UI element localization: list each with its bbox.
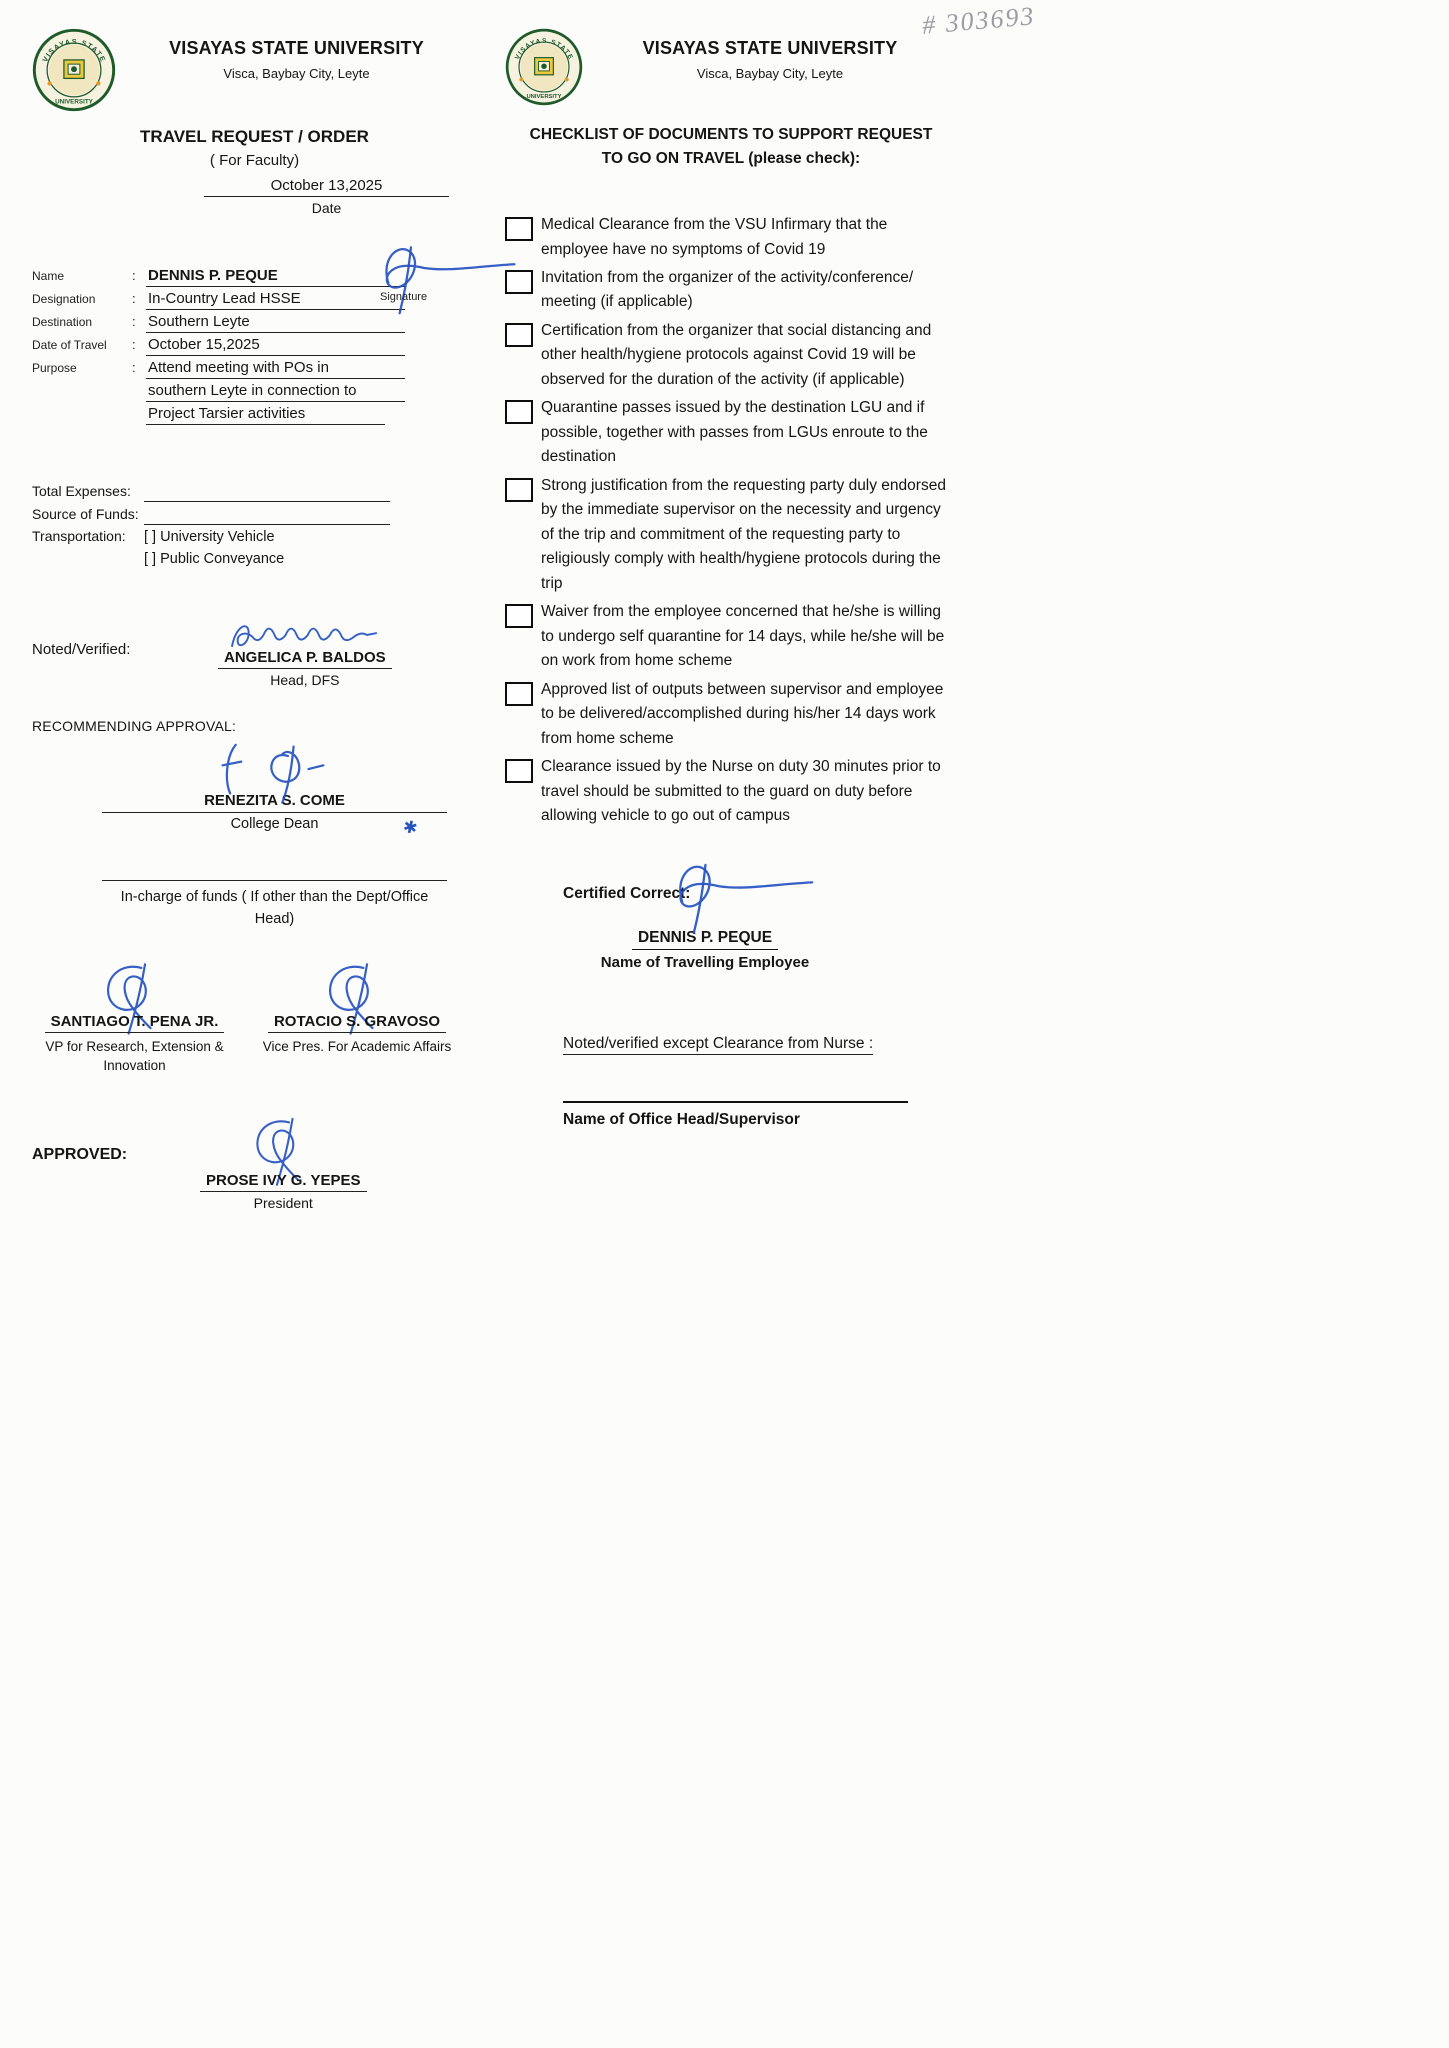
field-row-purpose-cont <box>32 379 477 402</box>
field-value-date-of-travel: October 15,2025 <box>146 336 405 356</box>
checklist-item-text: Certification from the organizer that social distancing and other health/hygiene protocols against Covid 19 will be observed for the duration of the activity (if applicable) <box>541 321 932 388</box>
field-row-purpose-cont <box>32 402 477 425</box>
checkbox[interactable] <box>505 478 533 502</box>
noted-verified-section <box>32 611 477 688</box>
checklist-item-waiver <box>505 600 957 673</box>
transportation-row2 <box>32 547 477 569</box>
recommending-signatory-name: RENEZITA S. COME <box>204 792 345 809</box>
recommending-signatory-title: College Dean <box>230 816 319 832</box>
field-colon: : <box>132 337 136 352</box>
approved-signatory-name: PROSE IVY G. YEPES <box>200 1172 367 1192</box>
checklist-item-quarantine-passes <box>505 396 957 469</box>
university-name: VISAYAS STATE UNIVERSITY <box>642 38 898 58</box>
svg-text:VISAYAS STATE: VISAYAS STATE <box>41 37 108 64</box>
university-address: Visca, Baybay City, Leyte <box>223 66 370 81</box>
signatory-rotacio-gravoso <box>237 957 477 1076</box>
university-name: VISAYAS STATE UNIVERSITY <box>169 38 424 58</box>
right-header <box>505 28 957 111</box>
checklist-title-line1: CHECKLIST OF DOCUMENTS TO SUPPORT REQUEST <box>529 126 933 143</box>
form-subtitle: ( For Faculty) <box>209 152 300 169</box>
checklist-item-approved-outputs <box>505 678 957 751</box>
form-title: TRAVEL REQUEST / ORDER <box>140 127 369 146</box>
field-row-date-of-travel <box>32 333 477 356</box>
checklist-item-invitation <box>505 266 957 315</box>
checklist <box>505 213 957 829</box>
left-header <box>32 28 477 117</box>
signature-dennis-peque <box>362 234 522 324</box>
signatory-santiago-pena <box>32 957 237 1076</box>
handwritten-document-number: # 303693 <box>920 1 1037 40</box>
ink-mark: ✱ <box>401 816 419 839</box>
approved-label: APPROVED: <box>32 1145 128 1163</box>
field-colon: : <box>132 314 136 329</box>
checklist-title-line2: TO GO ON TRAVEL (please check): <box>601 150 861 168</box>
checklist-item-medical-clearance <box>505 213 957 262</box>
noted-except-nurse-line <box>563 1035 957 1053</box>
source-of-funds-blank <box>144 506 390 525</box>
checklist-item-text: Medical Clearance from the VSU Infirmary that the employee have no symptoms of Covid 19 <box>541 216 888 258</box>
svg-text:UNIVERSITY: UNIVERSITY <box>526 94 562 101</box>
checklist-item-text: Approved list of outputs between supervisor and employee to be delivered/accomplished during his/her 14 days work from home scheme <box>541 680 944 747</box>
signature-dennis-peque-certified <box>655 851 820 944</box>
total-expenses-blank <box>144 483 390 502</box>
checkbox[interactable] <box>505 604 533 628</box>
checklist-item-text: Waiver from the employee concerned that he/she is willing to undergo self quarantine for 14 days, while he/she will be on work from home scheme <box>541 603 945 670</box>
field-value-purpose-line3: Project Tarsier activities <box>146 405 385 425</box>
recommending-approval-label: RECOMMENDING APPROVAL: <box>32 718 237 734</box>
checklist-item-text: Invitation from the organizer of the activity/conference/ meeting (if applicable) <box>541 269 914 311</box>
transport-option-public-conveyance: [ ] Public Conveyance <box>144 551 285 567</box>
noted-verified-label: Noted/Verified: <box>32 641 131 658</box>
checkbox[interactable] <box>505 759 533 783</box>
approved-signatory-block <box>200 1112 367 1211</box>
checklist-item-text: Strong justification from the requesting party duly endorsed by the immediate supervisor on the necessity and urgency of the trip and commitment of the requesting party to religiously comply with health/hygiene protocols during the trip <box>541 476 946 592</box>
recommending-approval-section <box>32 718 477 839</box>
checklist-title <box>505 123 957 171</box>
source-of-funds-row <box>32 502 477 525</box>
transportation-label: Transportation: <box>32 528 126 544</box>
checklist-item-nurse-clearance <box>505 755 957 828</box>
source-of-funds-label: Source of Funds: <box>32 506 139 522</box>
vsu-seal-icon <box>505 28 583 106</box>
field-colon: : <box>132 268 136 283</box>
incharge-blank-line <box>102 880 447 881</box>
signatory2-name: ROTACIO S. GRAVOSO <box>268 1013 446 1033</box>
signatory1-title: VP for Research, Extension & Innovation <box>45 1038 224 1074</box>
approved-signatory-title: President <box>253 1194 313 1211</box>
field-label: Destination <box>32 315 93 329</box>
certified-correct-section <box>505 885 957 971</box>
date-value: October 13,2025 <box>204 177 449 197</box>
total-expenses-row <box>32 479 477 502</box>
left-header-text <box>116 28 477 81</box>
total-expenses-label: Total Expenses: <box>32 483 131 499</box>
noted-signatory-title: Head, DFS <box>270 672 340 688</box>
approved-section <box>32 1112 477 1211</box>
vsu-seal-left <box>32 28 116 117</box>
travel-request-section <box>32 28 477 1211</box>
field-colon: : <box>132 291 136 306</box>
transport-indent <box>32 566 144 569</box>
travelling-employee-name: DENNIS P. PEQUE <box>632 929 778 950</box>
incharge-caption: In-charge of funds ( If other than the Dept/Office Head) <box>120 889 429 927</box>
university-address: Visca, Baybay City, Leyte <box>696 66 844 81</box>
checkbox[interactable] <box>505 400 533 424</box>
office-head-caption: Name of Office Head/Supervisor <box>563 1110 800 1128</box>
field-colon: : <box>132 360 136 375</box>
noted-except-nurse-label: Noted/verified except Clearance from Nurse : <box>563 1035 873 1055</box>
date-block <box>204 177 449 216</box>
checkbox[interactable] <box>505 682 533 706</box>
field-label: Date of Travel <box>32 338 107 352</box>
noted-signatory-block <box>218 611 392 688</box>
vp-signatories-row <box>32 957 477 1076</box>
svg-text:VISAYAS STATE: VISAYAS STATE <box>514 37 575 62</box>
travelling-employee-caption: Name of Travelling Employee <box>600 953 810 971</box>
checklist-section <box>505 28 957 1129</box>
field-row-purpose <box>32 356 477 379</box>
svg-text:UNIVERSITY: UNIVERSITY <box>55 98 93 106</box>
signatory1-name: SANTIAGO T. PENA JR. <box>45 1013 225 1033</box>
field-label: Purpose <box>32 361 77 375</box>
field-value-purpose-line2: southern Leyte in connection to <box>146 382 405 402</box>
checkbox[interactable] <box>505 270 533 294</box>
field-value-purpose-line1: Attend meeting with POs in <box>146 359 405 379</box>
signatory2-title: Vice Pres. For Academic Affairs <box>262 1038 452 1054</box>
field-value-designation: In-Country Lead HSSE <box>146 290 405 310</box>
vsu-seal-right <box>505 28 583 111</box>
request-fields <box>32 264 477 425</box>
office-head-blank-line <box>563 1101 908 1103</box>
right-header-text <box>583 28 957 81</box>
checklist-item-text: Quarantine passes issued by the destination LGU and if possible, together with passes from LGUs enroute to the destination <box>541 399 928 466</box>
field-label: Designation <box>32 292 96 306</box>
transportation-row <box>32 525 477 547</box>
checkbox[interactable] <box>505 323 533 347</box>
checkbox[interactable] <box>505 217 533 241</box>
incharge-of-funds-section <box>32 880 477 931</box>
field-value-destination: Southern Leyte <box>146 313 405 333</box>
signature-caption: Signature <box>380 291 428 303</box>
certified-correct-label: Certified Correct: <box>563 884 691 902</box>
noted-signatory-name: ANGELICA P. BALDOS <box>218 649 392 669</box>
field-label: Name <box>32 269 65 283</box>
field-value-name: DENNIS P. PEQUE <box>146 267 405 287</box>
checklist-item-strong-justification <box>505 474 957 596</box>
transport-option-university-vehicle: [ ] University Vehicle <box>144 529 275 545</box>
vsu-seal-icon <box>32 28 116 112</box>
date-label: Date <box>311 200 342 216</box>
expenses-section <box>32 479 477 569</box>
checklist-item-text: Clearance issued by the Nurse on duty 30 minutes prior to travel should be submitted to the guard on duty before allowing vehicle to go out of campus <box>541 758 941 825</box>
checklist-item-certification <box>505 319 957 392</box>
